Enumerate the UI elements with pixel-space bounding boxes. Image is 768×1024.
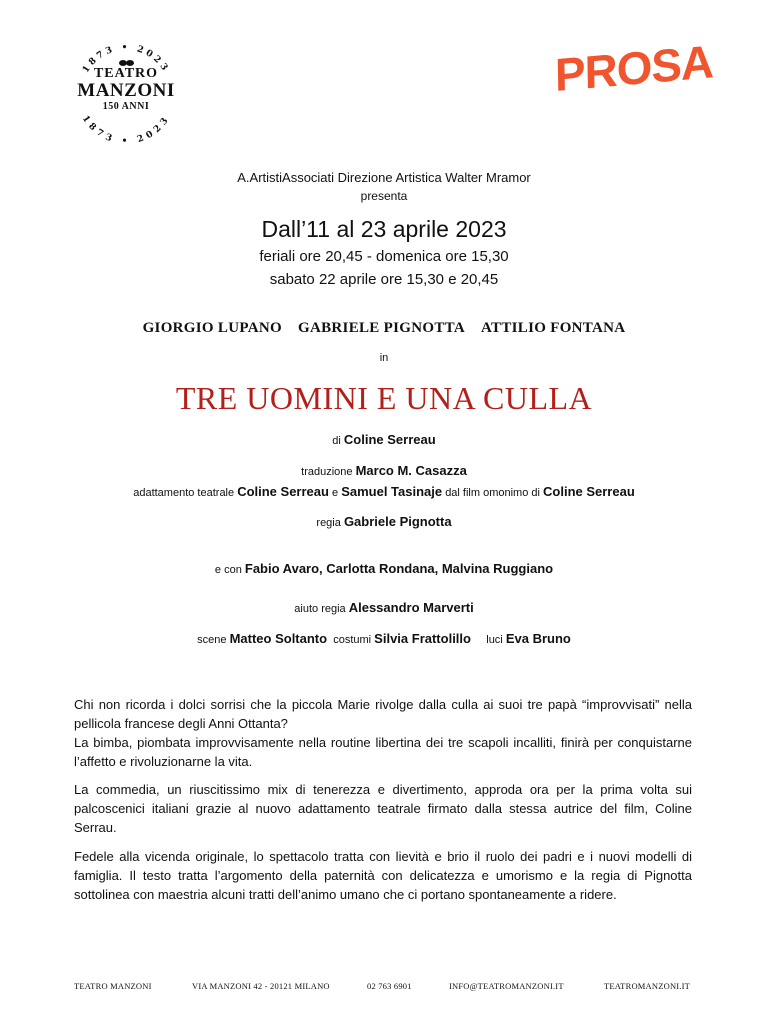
logo-teatro: TEATRO [93,66,159,81]
footer-address: VIA MANZONI 42 - 20121 MILANO [192,981,330,991]
credit-name: Coline Serreau [343,432,436,447]
credit-name: Eva Bruno [505,631,571,646]
show-times-saturday: sabato 22 aprile ore 15,30 e 20,45 [269,271,499,288]
cast-member: GIORGIO LUPANO [142,320,282,336]
credit-name: Coline Serreau [237,484,329,499]
logo-ring-top-text: 1873 • 2023 [81,43,171,75]
logo-ring-bottom-text: 1873 • 2023 [79,113,173,147]
credit-name: Matteo Soltanto [229,631,328,646]
footer-website-link[interactable]: TEATROMANZONI.IT [604,981,691,991]
credit-author [0,432,768,447]
lead-cast [0,320,768,337]
credit-direction [0,514,768,529]
credit-design [0,631,768,646]
show-times-weekdays: feriali ore 20,45 - domenica ore 15,30 [259,248,509,265]
show-title: TRE UOMINI E UNA CULLA [175,380,593,416]
credit-label: dal film omonimo di [445,487,540,499]
credit-label: e con [214,564,242,576]
credit-label: adattamento teatrale [133,487,235,499]
credit-supporting-cast [0,561,768,576]
show-dates: Dall’11 al 23 aprile 2023 [261,216,507,242]
paragraph-comedy: La commedia, un riuscitissimo mix di tenerezza e divertimento, approda ora per la prima volta sui palcoscenici italiani grazie al nuovo adattamento teatrale firmato dalla stessa autrice del film, Coline Serrau. [74,782,692,835]
presenter-line: A.ArtistiAssociati Direzione Artistica Walter Mramor [237,170,531,185]
presenta-line: presenta [360,189,408,203]
credit-label: e [332,487,339,499]
footer-phone: 02 763 6901 [367,981,412,991]
credit-name: Samuel Tasinaje [341,484,443,499]
teatro-manzoni-logo [68,36,184,152]
credit-label: scene [197,634,227,646]
cast-member: GABRIELE PIGNOTTA [298,320,465,336]
credit-name: Silvia Frattolillo [374,631,471,646]
footer-name: TEATRO MANZONI [74,981,152,991]
credit-label: luci [486,634,503,646]
paragraph-faithful: Fedele alla vicenda originale, lo spettacolo tratta con lievità e brio il ruolo dei padri e i nuovi modelli di famiglia. Il testo tratta l’argomento della paternità con delicatezza e umorismo e la regia di Pignotta sottolinea con maestria alcuni tratti dell’animo umano che ci portano spontaneamente a ridere. [74,849,692,902]
credit-label: di [332,435,341,447]
credit-label: traduzione [301,466,353,478]
credit-label: aiuto regia [294,603,346,615]
cast-member: ATTILIO FONTANA [481,320,626,336]
credit-name: Gabriele Pignotta [343,514,452,529]
credit-adaptation [0,484,768,499]
prosa-logo: PROSA [554,35,714,102]
credit-name: Marco M. Casazza [355,463,467,478]
footer-email-link[interactable]: INFO@TEATROMANZONI.IT [449,981,564,991]
credit-assistant-director [0,600,768,615]
credit-label: costumi [333,634,372,646]
logo-150-anni: 150 ANNI [102,101,150,112]
paragraph-intro: Chi non ricorda i dolci sorrisi che la piccola Marie rivolge dalla culla ai suoi tre papà “improvvisati” nella pellicola francese degli Anni Ottanta? La bimba, piombata improvvisamente nella routine libertina dei tre scapoli incalliti, finirà per conquistarne l’affetto e rivoluzionarne la vita. [74,697,692,769]
in-label: in [379,352,389,364]
credit-label: regia [316,517,341,529]
logo-manzoni: MANZONI [77,80,175,101]
credit-translation [0,463,768,478]
credit-name: Coline Serreau [543,484,635,499]
credit-name: Fabio Avaro, Carlotta Rondana, Malvina Ruggiano [244,561,554,576]
credit-name: Alessandro Marverti [348,600,474,615]
